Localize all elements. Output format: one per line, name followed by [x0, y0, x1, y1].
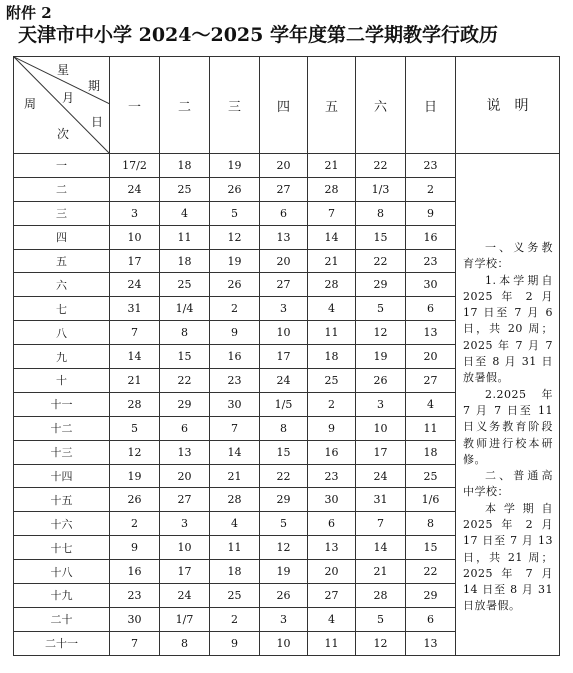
date-cell: 27	[160, 488, 210, 512]
week-number-cell: 九	[14, 345, 110, 369]
week-number-cell: 六	[14, 273, 110, 297]
week-number-cell: 五	[14, 249, 110, 273]
date-cell: 6	[406, 297, 456, 321]
date-cell: 12	[210, 225, 260, 249]
date-cell: 17	[110, 249, 160, 273]
date-cell: 23	[406, 154, 456, 178]
date-cell: 17/2	[110, 154, 160, 178]
date-cell: 26	[356, 369, 406, 393]
date-cell: 23	[406, 249, 456, 273]
date-cell: 4	[308, 297, 356, 321]
date-cell: 27	[406, 369, 456, 393]
notes-header: 说 明	[456, 57, 560, 154]
date-cell: 2	[308, 392, 356, 416]
header-row	[14, 57, 560, 154]
date-cell: 29	[260, 488, 308, 512]
date-cell: 11	[160, 225, 210, 249]
date-cell: 12	[356, 321, 406, 345]
date-cell: 13	[160, 440, 210, 464]
date-cell: 7	[308, 201, 356, 225]
calendar-body	[14, 154, 560, 656]
date-cell: 28	[356, 584, 406, 608]
date-cell: 24	[160, 584, 210, 608]
date-cell: 19	[260, 560, 308, 584]
date-cell: 18	[406, 440, 456, 464]
week-number-cell: 二十一	[14, 631, 110, 655]
calendar-table	[13, 56, 560, 656]
corner-label-ri: 日	[91, 115, 104, 129]
date-cell: 25	[160, 273, 210, 297]
corner-label-qi: 期	[88, 79, 101, 93]
date-cell: 20	[260, 154, 308, 178]
date-cell: 25	[406, 464, 456, 488]
date-cell: 27	[260, 177, 308, 201]
page-title: 天津市中小学 2024～2025 学年度第二学期教学行政历	[18, 24, 498, 46]
date-cell: 10	[110, 225, 160, 249]
date-cell: 1/6	[406, 488, 456, 512]
date-cell: 22	[356, 154, 406, 178]
date-cell: 2	[110, 512, 160, 536]
week-number-cell: 十九	[14, 584, 110, 608]
date-cell: 28	[210, 488, 260, 512]
notes-paragraph: 1.本学期自 2025 年 2 月 17 日至 7 月 6 日，共 20 周；2025 年 7 月 7 日至 8 月 31 日放暑假。	[463, 273, 553, 385]
date-cell: 9	[210, 631, 260, 655]
date-cell: 8	[260, 416, 308, 440]
date-cell: 26	[210, 177, 260, 201]
notes-paragraph: 本学期自 2025 年 2 月 17 日至 7 月 13 日，共 21 周；2025 年 7 月 14 日至 8 月 31 日放暑假。	[463, 501, 553, 613]
date-cell: 6	[160, 416, 210, 440]
date-cell: 13	[406, 631, 456, 655]
date-cell: 11	[308, 321, 356, 345]
date-cell: 17	[160, 560, 210, 584]
week-number-cell: 四	[14, 225, 110, 249]
date-cell: 8	[160, 631, 210, 655]
day-header: 二	[160, 57, 210, 154]
week-number-cell: 三	[14, 201, 110, 225]
date-cell: 30	[210, 392, 260, 416]
date-cell: 3	[160, 512, 210, 536]
date-cell: 28	[110, 392, 160, 416]
date-cell: 6	[406, 607, 456, 631]
date-cell: 7	[210, 416, 260, 440]
week-number-cell: 八	[14, 321, 110, 345]
week-number-cell: 十七	[14, 536, 110, 560]
date-cell: 5	[260, 512, 308, 536]
date-cell: 22	[356, 249, 406, 273]
date-cell: 21	[308, 249, 356, 273]
date-cell: 6	[260, 201, 308, 225]
week-number-cell: 十三	[14, 440, 110, 464]
date-cell: 29	[356, 273, 406, 297]
week-number-cell: 十	[14, 369, 110, 393]
week-number-cell: 十一	[14, 392, 110, 416]
date-cell: 30	[110, 607, 160, 631]
date-cell: 12	[356, 631, 406, 655]
date-cell: 22	[160, 369, 210, 393]
date-cell: 10	[260, 631, 308, 655]
date-cell: 21	[308, 154, 356, 178]
date-cell: 5	[210, 201, 260, 225]
date-cell: 8	[406, 512, 456, 536]
notes-paragraph: 一、义务教育学校：	[463, 240, 553, 271]
date-cell: 26	[110, 488, 160, 512]
date-cell: 3	[110, 201, 160, 225]
date-cell: 19	[110, 464, 160, 488]
date-cell: 18	[210, 560, 260, 584]
date-cell: 11	[308, 631, 356, 655]
day-header: 六	[356, 57, 406, 154]
date-cell: 28	[308, 177, 356, 201]
date-cell: 10	[356, 416, 406, 440]
date-cell: 25	[308, 369, 356, 393]
date-cell: 18	[160, 154, 210, 178]
date-cell: 10	[260, 321, 308, 345]
day-header: 五	[308, 57, 356, 154]
date-cell: 29	[160, 392, 210, 416]
date-cell: 5	[110, 416, 160, 440]
week-number-cell: 二十	[14, 607, 110, 631]
date-cell: 25	[160, 177, 210, 201]
date-cell: 20	[160, 464, 210, 488]
date-cell: 13	[308, 536, 356, 560]
day-header: 三	[210, 57, 260, 154]
date-cell: 19	[356, 345, 406, 369]
date-cell: 20	[406, 345, 456, 369]
day-header: 四	[260, 57, 308, 154]
week-number-cell: 十五	[14, 488, 110, 512]
date-cell: 8	[356, 201, 406, 225]
corner-label-xing: 星	[57, 63, 70, 77]
date-cell: 12	[260, 536, 308, 560]
date-cell: 13	[406, 321, 456, 345]
corner-label-yue: 月	[62, 91, 75, 105]
date-cell: 4	[406, 392, 456, 416]
date-cell: 26	[260, 584, 308, 608]
date-cell: 7	[110, 631, 160, 655]
date-cell: 16	[110, 560, 160, 584]
date-cell: 15	[160, 345, 210, 369]
week-number-cell: 一	[14, 154, 110, 178]
date-cell: 16	[210, 345, 260, 369]
date-cell: 2	[210, 607, 260, 631]
date-cell: 16	[406, 225, 456, 249]
date-cell: 14	[356, 536, 406, 560]
table-row	[14, 154, 560, 178]
date-cell: 28	[308, 273, 356, 297]
notes-paragraph: 二、普通高中学校：	[463, 469, 553, 499]
date-cell: 18	[160, 249, 210, 273]
date-cell: 6	[308, 512, 356, 536]
date-cell: 25	[210, 584, 260, 608]
date-cell: 9	[406, 201, 456, 225]
date-cell: 24	[356, 464, 406, 488]
date-cell: 1/7	[160, 607, 210, 631]
date-cell: 11	[406, 416, 456, 440]
date-cell: 30	[308, 488, 356, 512]
date-cell: 17	[260, 345, 308, 369]
date-cell: 4	[308, 607, 356, 631]
day-header: 日	[406, 57, 456, 154]
date-cell: 10	[160, 536, 210, 560]
date-cell: 15	[260, 440, 308, 464]
date-cell: 3	[260, 607, 308, 631]
date-cell: 1/3	[356, 177, 406, 201]
date-cell: 14	[210, 440, 260, 464]
corner-label-zhou: 周	[24, 97, 37, 111]
date-cell: 15	[356, 225, 406, 249]
date-cell: 23	[210, 369, 260, 393]
date-cell: 27	[260, 273, 308, 297]
date-cell: 2	[210, 297, 260, 321]
week-number-cell: 七	[14, 297, 110, 321]
date-cell: 9	[110, 536, 160, 560]
date-cell: 18	[308, 345, 356, 369]
date-cell: 21	[356, 560, 406, 584]
date-cell: 8	[160, 321, 210, 345]
date-cell: 24	[110, 177, 160, 201]
date-cell: 29	[406, 584, 456, 608]
date-cell: 12	[110, 440, 160, 464]
date-cell: 5	[356, 297, 406, 321]
date-cell: 2	[406, 177, 456, 201]
date-cell: 30	[406, 273, 456, 297]
date-cell: 31	[356, 488, 406, 512]
week-number-cell: 十六	[14, 512, 110, 536]
notes-cell	[456, 154, 560, 656]
notes-paragraph: 2.2025 年 7 月 7 日至 11 日义务教育阶段教师进行校本研修。	[463, 387, 553, 466]
date-cell: 15	[406, 536, 456, 560]
date-cell: 3	[356, 392, 406, 416]
date-cell: 9	[210, 321, 260, 345]
date-cell: 9	[308, 416, 356, 440]
date-cell: 20	[260, 249, 308, 273]
date-cell: 23	[110, 584, 160, 608]
date-cell: 19	[210, 154, 260, 178]
date-cell: 24	[110, 273, 160, 297]
week-number-cell: 十四	[14, 464, 110, 488]
day-header: 一	[110, 57, 160, 154]
date-cell: 11	[210, 536, 260, 560]
date-cell: 19	[210, 249, 260, 273]
date-cell: 24	[260, 369, 308, 393]
corner-cell	[14, 57, 110, 154]
date-cell: 14	[308, 225, 356, 249]
week-number-cell: 二	[14, 177, 110, 201]
date-cell: 1/4	[160, 297, 210, 321]
week-number-cell: 十八	[14, 560, 110, 584]
date-cell: 14	[110, 345, 160, 369]
date-cell: 7	[356, 512, 406, 536]
date-cell: 26	[210, 273, 260, 297]
corner-label-ci: 次	[57, 127, 70, 141]
date-cell: 27	[308, 584, 356, 608]
date-cell: 16	[308, 440, 356, 464]
date-cell: 20	[308, 560, 356, 584]
date-cell: 3	[260, 297, 308, 321]
date-cell: 13	[260, 225, 308, 249]
date-cell: 7	[110, 321, 160, 345]
date-cell: 17	[356, 440, 406, 464]
week-number-cell: 十二	[14, 416, 110, 440]
date-cell: 21	[210, 464, 260, 488]
date-cell: 5	[356, 607, 406, 631]
date-cell: 4	[160, 201, 210, 225]
attachment-label: 附件 2	[6, 4, 52, 22]
date-cell: 21	[110, 369, 160, 393]
date-cell: 4	[210, 512, 260, 536]
date-cell: 1/5	[260, 392, 308, 416]
date-cell: 22	[406, 560, 456, 584]
date-cell: 22	[260, 464, 308, 488]
date-cell: 23	[308, 464, 356, 488]
date-cell: 31	[110, 297, 160, 321]
